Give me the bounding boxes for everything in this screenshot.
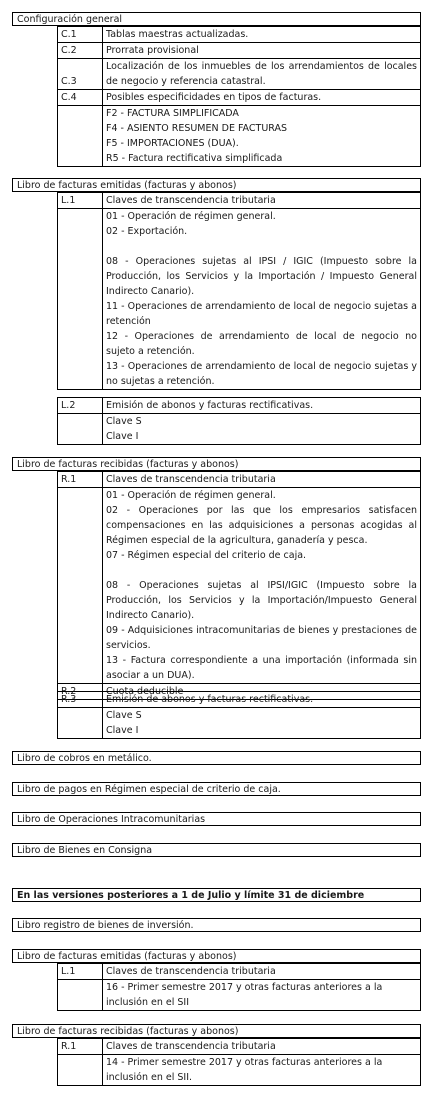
invoice-types-list [103,106,421,167]
emitidas-l2-table [57,397,421,445]
posteriores-header: En las versiones posteriores a 1 de Julio y límite 31 de diciembre [12,888,421,902]
list-item: 13 - Operaciones de arrendamiento de local de negocio sujetas y no sujetas a retención. [106,361,417,387]
table-row [58,59,421,90]
table-row [58,708,421,739]
row-code: C.3 [58,59,103,90]
list-item: 13 - Factura correspondiente a una importación (informada sin asociar a un DUA). [106,655,417,681]
list-item: 07 - Régimen especial del criterio de caja. [106,550,307,561]
row-code: C.2 [58,43,103,59]
empty-cell [58,209,103,390]
table-row [58,692,421,708]
libro-intracomunitarias: Libro de Operaciones Intracomunitarias [12,812,421,826]
table-row [58,414,421,445]
list-item: 09 - Adquisiciones intracomunitarias de bienes y prestaciones de servicios. [106,625,417,651]
keys-list [103,209,421,390]
keys-list [103,414,421,445]
list-item: 01 - Operación de régimen general. [106,211,276,222]
row-code: C.4 [58,90,103,106]
row-desc: Emisión de abonos y facturas rectificativas. [103,398,421,414]
table-row [58,488,421,684]
row-desc: 14 - Primer semestre 2017 y otras facturas anteriores a la inclusión en el SII. [103,1055,421,1086]
row-desc: Cuota deducible [103,684,421,700]
libro-pagos: Libro de pagos en Régimen especial de criterio de caja. [12,782,421,796]
config-table [57,26,421,167]
table-row [58,964,421,980]
row-code: R.3 [58,692,103,708]
list-item: 12 - Operaciones de arrendamiento de local de negocio no sujeto a retención. [106,331,417,357]
libro-cobros: Libro de cobros en metálico. [12,751,421,765]
row-desc: Emisión de abonos y facturas rectificativas. [103,692,421,708]
list-item: F5 - IMPORTACIONES (DUA). [106,138,239,149]
row-desc: Claves de transcendencia tributaria [103,193,421,209]
row-desc: Prorrata provisional [103,43,421,59]
keys-list [103,708,421,739]
table-row [58,90,421,106]
list-spacer [106,239,417,254]
list-spacer [106,563,417,578]
row-desc: Claves de transcendencia tributaria [103,472,421,488]
row-code: R.2 [58,684,103,700]
row-desc: Tablas maestras actualizadas. [103,27,421,43]
recibidas-r1-table [57,471,421,700]
list-item: 08 - Operaciones sujetas al IPSI/IGIC (Impuesto sobre la Producción, los Servicios y la Importación/Impuesto General Indirecto Canario). [106,580,417,621]
table-row [58,398,421,414]
list-item: Clave I [106,725,139,736]
table-row [58,193,421,209]
row-code: L.1 [58,964,103,980]
row-code: C.1 [58,27,103,43]
list-item: F4 - ASIENTO RESUMEN DE FACTURAS [106,123,288,134]
recibidas-r3-table [57,691,421,739]
table-row [58,43,421,59]
row-code: L.2 [58,398,103,414]
row-code: R.1 [58,1039,103,1055]
empty-cell [58,488,103,684]
row-desc: 16 - Primer semestre 2017 y otras facturas anteriores a la inclusión en el SII [103,980,421,1011]
list-item: 11 - Operaciones de arrendamiento de local de negocio sujetas a retención [106,301,417,327]
list-item: 01 - Operación de régimen general. [106,490,276,501]
recibidas-header: Libro de facturas recibidas (facturas y abonos) [12,457,421,471]
empty-cell [58,414,103,445]
empty-cell [58,708,103,739]
posteriores-emitidas-table [57,963,421,1011]
table-row [58,106,421,167]
row-desc: Claves de transcendencia tributaria [103,964,421,980]
empty-cell [58,106,103,167]
table-row [58,27,421,43]
list-item: Clave I [106,431,139,442]
row-desc: Posibles especificidades en tipos de facturas. [103,90,421,106]
table-row [58,209,421,390]
libro-consigna: Libro de Bienes en Consigna [12,843,421,857]
row-code: R.1 [58,472,103,488]
table-row [58,1055,421,1086]
table-row [58,980,421,1011]
libro-inversion: Libro registro de bienes de inversión. [12,918,421,932]
posteriores-recibidas-header: Libro de facturas recibidas (facturas y abonos) [12,1024,421,1038]
empty-cell [58,1055,103,1086]
list-item: 08 - Operaciones sujetas al IPSI / IGIC (Impuesto sobre la Producción, los Servicios y la Importación / Impuesto General Indirecto Canario). [106,256,417,297]
table-row [58,472,421,488]
row-desc: Claves de transcendencia tributaria [103,1039,421,1055]
emitidas-l1-table [57,192,421,390]
list-item: 02 - Operaciones por las que los empresarios satisfacen compensaciones en las adquisiciones a personas acogidas al Régimen especial de la agricultura, ganadería y pesca. [106,505,417,546]
list-item: R5 - Factura rectificativa simplificada [106,153,283,164]
row-code: L.1 [58,193,103,209]
posteriores-recibidas-table [57,1038,421,1086]
list-item: F2 - FACTURA SIMPLIFICADA [106,108,239,119]
table-row [58,1039,421,1055]
emitidas-header: Libro de facturas emitidas (facturas y abonos) [12,178,421,192]
list-item: 02 - Exportación. [106,226,188,237]
row-desc: Localización de los inmuebles de los arrendamientos de locales de negocio y referencia catastral. [103,59,421,90]
config-header: Configuración general [12,12,421,26]
list-item: Clave S [106,710,142,721]
empty-cell [58,980,103,1011]
posteriores-emitidas-header: Libro de facturas emitidas (facturas y abonos) [12,949,421,963]
list-item: Clave S [106,416,142,427]
keys-list [103,488,421,684]
